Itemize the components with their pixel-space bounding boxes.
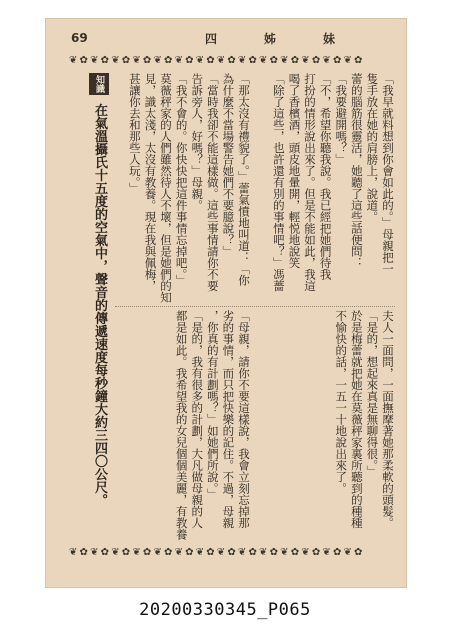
text-line: 「當時我卻不能這樣做。這些事情請你不要 — [205, 73, 220, 292]
text-line: 喝了香檳酒，頭皮地暈開，輕悦地說笑 — [287, 73, 302, 269]
text-column-lower-left — [115, 310, 251, 542]
text-line: 「我早就料想到你會如此的。」母親把一 — [381, 73, 395, 275]
text-line: 「那太沒有禮貌了。」蕾氣憤地叫道：「你 — [237, 73, 251, 286]
text-column-upper-left — [115, 73, 251, 303]
text-line: 打扮的情形說出來了。但是不能如此，我這 — [303, 73, 318, 292]
text-line: 見，識太淺，太沒有教養。現在我與佩梅， — [143, 73, 158, 292]
running-title-char: 妹 — [322, 32, 335, 46]
text-line: 甚讓你去和那些人玩。」 — [127, 73, 142, 194]
text-line: 「母親，請你不要這樣說，我會立刻忘掉那 — [237, 310, 251, 529]
ornament-border-bottom: ❦ ✿ ❦ ✿ ❦ ✿ ❦ ✿ ❦ ✿ ❦ ✿ ❦ ✿ ❦ ✿ ❦ ✿ ❦ ✿ ❦ ✿ ❦ ✿ ❦ ✿ ❦ ✿ — [69, 547, 362, 558]
text-line: 於是梅蕾就把她在莫薇秤家裏所聽到的種種 — [349, 310, 364, 529]
knowledge-note — [69, 73, 109, 543]
text-line: ，你真的有計劃嗎？」如她們所說。」 — [205, 310, 220, 500]
section-divider — [115, 306, 395, 307]
text-line: 劣的事情，而只把快樂的記住。不過，母親 — [221, 310, 236, 529]
image-caption: 20200330345_P065 — [139, 600, 311, 620]
text-line: 莫薇秤家的人們雖然待人不壞，但是她們的知 — [159, 73, 174, 303]
running-title-char: 四 — [205, 32, 218, 46]
text-line: 都是如此。我希望我的女兒個個美麗，有教養 — [174, 310, 189, 540]
text-column-upper-right — [259, 73, 395, 303]
page-number: 69 — [71, 31, 88, 45]
text-line: 隻手放在她的肩膀上，說道。 — [365, 73, 380, 223]
text-line: 告訴旁人，好嗎？」母親。 — [190, 73, 205, 211]
text-line: 「是的，想起來真是無聊得很。」 — [365, 310, 380, 477]
knowledge-note-text: 在氣溫攝氏十五度的空氣中，聲音的傳遞速度每秒鐘大約三四〇公尺。 — [92, 103, 107, 507]
text-line: 「除了這些，也許還有別的事情吧？」馮薔 — [271, 73, 286, 292]
text-line: 「不，希望你聽我說。我已經把她們待我 — [318, 73, 333, 280]
knowledge-note-label: 知識 — [89, 73, 109, 95]
text-line: 「我要避開嗎？」 — [334, 73, 349, 165]
text-column-lower-right — [259, 310, 395, 542]
text-line: 不愉快的話，一五一十地說出來了。 — [334, 310, 349, 494]
text-line: 蕾的腦筋很靈活，她聽了這些話便問： — [349, 73, 364, 269]
running-title-char: 姊 — [263, 32, 276, 46]
page-header — [45, 18, 407, 58]
text-line: 為什麼不當場警告她們不要臆說？」 — [221, 73, 236, 257]
running-title — [205, 30, 335, 47]
text-line: 夫人一面問，一面撫摩著她那柔軟的頭髮。 — [381, 310, 395, 529]
text-line: 「是的，我有很多的計劃，大凡做母親的人 — [190, 310, 205, 529]
ornament-border-top: ❦ ✿ ❦ ✿ ❦ ✿ ❦ ✿ ❦ ✿ ❦ ✿ ❦ ✿ ❦ ✿ ❦ ✿ ❦ ✿ ❦ ✿ ❦ ✿ ❦ ✿ ❦ ✿ — [69, 55, 362, 66]
text-line: 「我不會的。你快快把這件事情忘掉吧。」 — [174, 73, 189, 286]
book-page — [45, 18, 407, 588]
